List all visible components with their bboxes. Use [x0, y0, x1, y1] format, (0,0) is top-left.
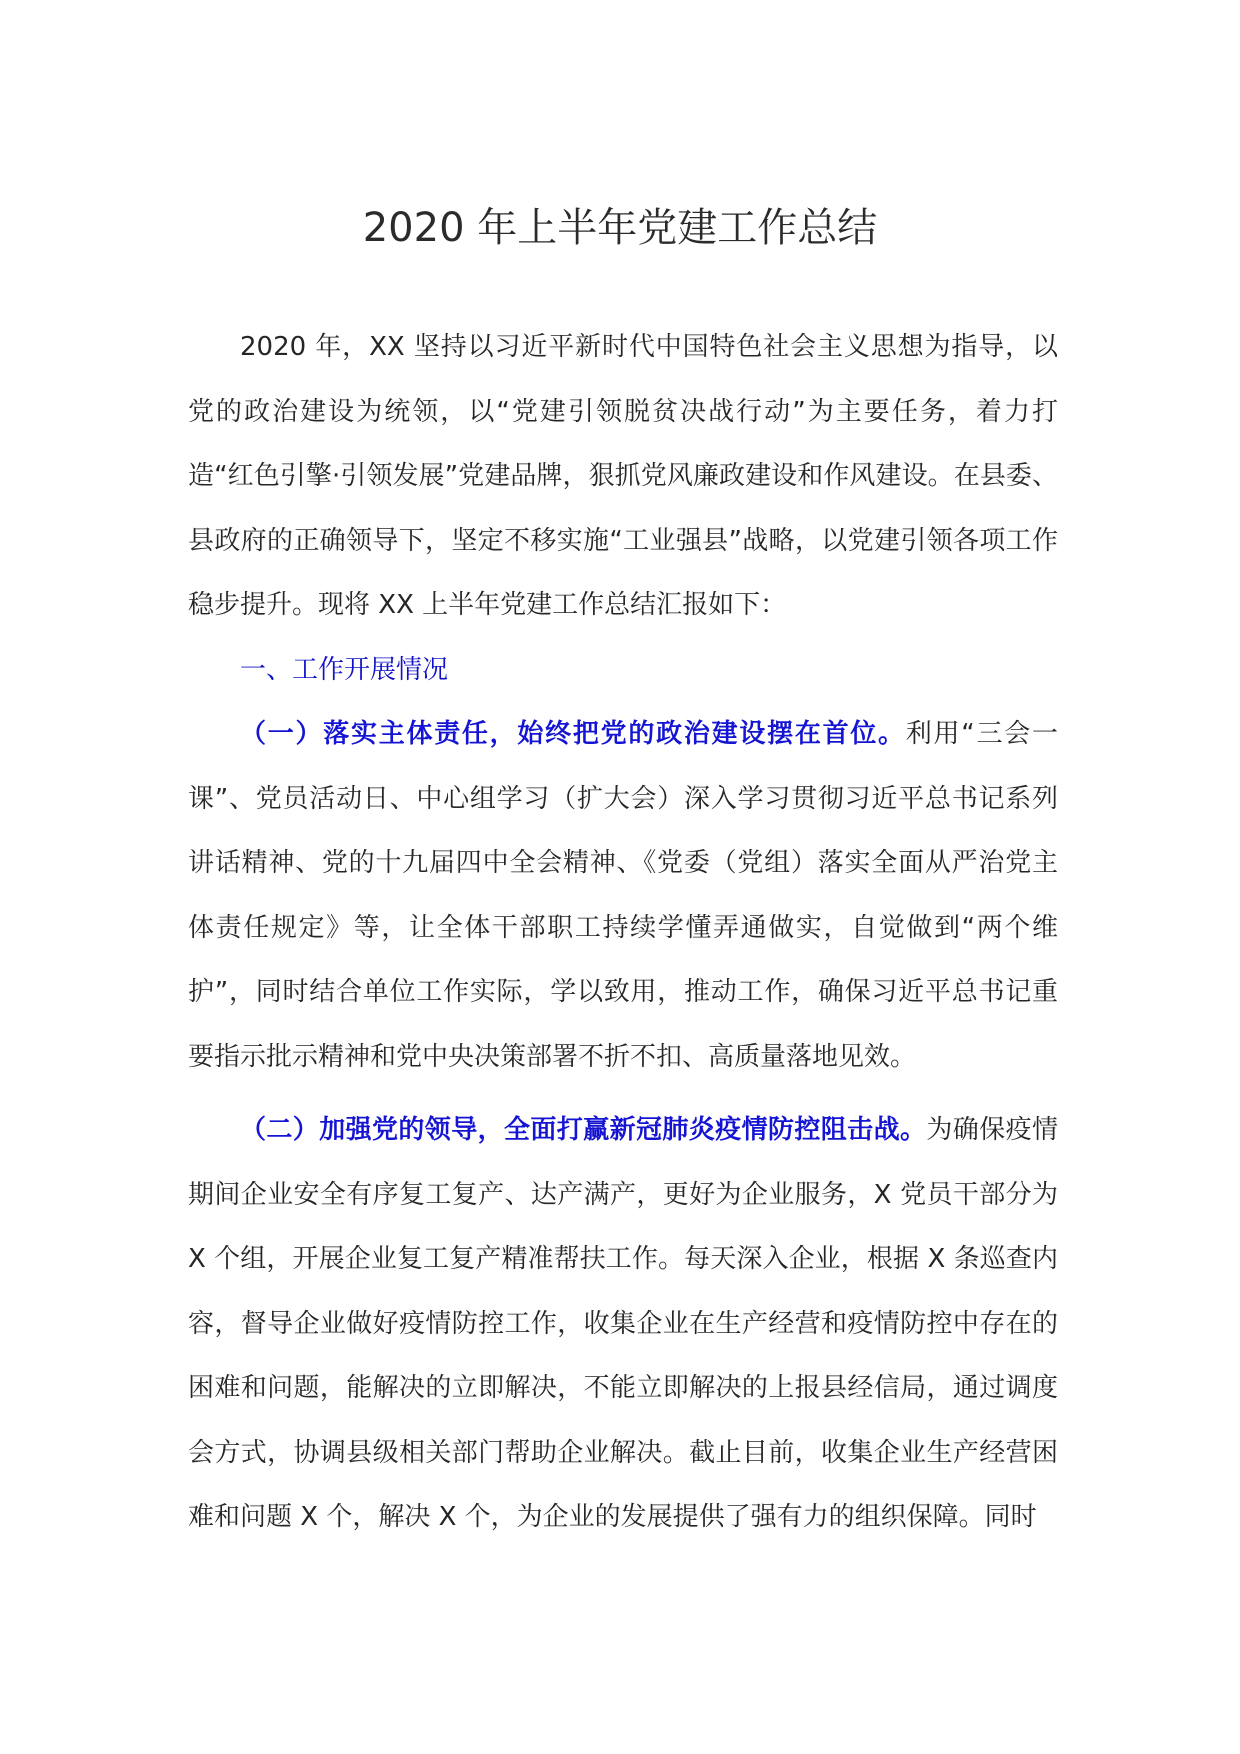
item-1-text: 利用“三会一课”、党员活动日、中心组学习（扩大会）深入学习贯彻习近平总书记系列讲话精神、党的十九届四中全会精神、《党委（党组）落实全面从严治党主体责任规定》等，让全体干部职工持续学懂弄通做实，自觉做到“两个维护”，同时结合单位工作实际，学以致用，推动工作，确保习近平总书记重要指示批示精神和党中央决策部署不折不扣、高质量落地见效。: [188, 719, 1058, 1072]
document-title: 2020 年上半年党建工作总结: [362, 205, 878, 251]
intro-paragraph: 2020 年，XX 坚持以习近平新时代中国特色社会主义思想为指导，以党的政治建设为统领，以“党建引领脱贫决战行动”为主要任务，着力打造“红色引擎·引领发展”党建品牌，狠抓党风廉政建设和作风建设。在县委、县政府的正确领导下，坚定不移实施“工业强县”战略，以党建引领各项工作稳步提升。现将 XX 上半年党建工作总结汇报如下：: [188, 332, 1058, 620]
item-2-heading: （二）加强党的领导，全面打赢新冠肺炎疫情防控阻击战。: [240, 1115, 927, 1145]
document-body: [188, 315, 1058, 1550]
item-1-paragraph: [188, 702, 1058, 1089]
item-2-text: 为确保疫情期间企业安全有序复工复产、达产满产，更好为企业服务，X 党员干部分为 X 个组，开展企业复工复产精准帮扶工作。每天深入企业，根据 X 条巡查内容，督导企业做好疫情防控工作，收集企业在生产经营和疫情防控中存在的困难和问题，能解决的立即解决，不能立即解决的上报县经信局，通过调度会方式，协调县级相关部门帮助企业解决。截止目前，收集企业生产经营困难和问题 X 个，解决 X 个，为企业的发展提供了强有力的组织保障。同时: [188, 1115, 1058, 1532]
section-heading: 一、工作开展情况: [240, 654, 449, 685]
item-1-heading: （一）落实主体责任，始终把党的政治建设摆在首位。: [240, 719, 906, 749]
item-2-paragraph: [188, 1098, 1058, 1550]
